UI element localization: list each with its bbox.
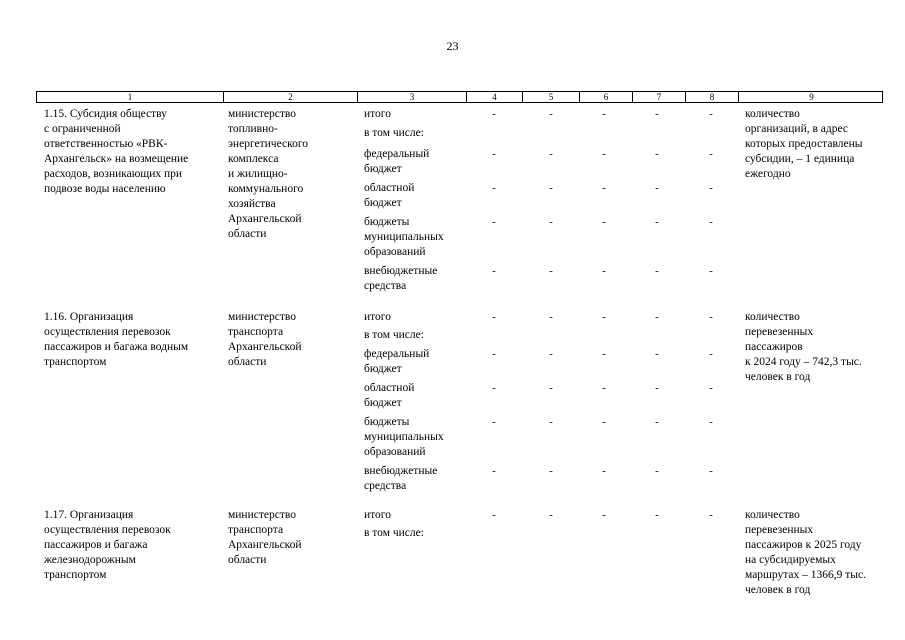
executor-line: Архангельской xyxy=(228,539,302,551)
funding-value: - xyxy=(655,509,659,521)
funding-value: - xyxy=(492,382,496,394)
funding-source-line: в том числе: xyxy=(364,527,424,539)
funding-value: - xyxy=(549,465,553,477)
column-header-6: 6 xyxy=(580,92,633,102)
result-line: к 2024 году – 742,3 тыс. xyxy=(745,356,862,368)
executor-line: Архангельской xyxy=(228,213,302,225)
funding-value: - xyxy=(549,416,553,428)
executor-line: транспорта xyxy=(228,326,284,338)
column-header-3: 3 xyxy=(358,92,467,102)
funding-value: - xyxy=(602,108,606,120)
result-line: пассажиров к 2025 году xyxy=(745,539,862,551)
funding-value: - xyxy=(709,311,713,323)
result-line: количество xyxy=(745,108,800,120)
funding-value: - xyxy=(655,311,659,323)
executor-line: области xyxy=(228,554,267,566)
funding-value: - xyxy=(492,509,496,521)
column-header-8: 8 xyxy=(686,92,739,102)
funding-value: - xyxy=(602,182,606,194)
funding-value: - xyxy=(492,108,496,120)
result-line: которых предоставлены xyxy=(745,138,863,150)
funding-value: - xyxy=(709,465,713,477)
funding-value: - xyxy=(655,148,659,160)
executor-line: хозяйства xyxy=(228,198,276,210)
funding-value: - xyxy=(549,311,553,323)
result-line: на субсидируемых xyxy=(745,554,836,566)
funding-source-line: внебюджетные xyxy=(364,465,438,477)
result-line: человек в год xyxy=(745,584,811,596)
measure-name-line: железнодорожным xyxy=(44,554,136,566)
funding-value: - xyxy=(602,216,606,228)
funding-value: - xyxy=(549,265,553,277)
executor-line: комплекса xyxy=(228,153,279,165)
funding-source-line: бюджеты xyxy=(364,216,410,228)
executor-line: министерство xyxy=(228,108,296,120)
funding-value: - xyxy=(492,416,496,428)
funding-value: - xyxy=(602,311,606,323)
page-number: 23 xyxy=(446,39,459,53)
funding-value: - xyxy=(549,348,553,360)
executor-line: и жилищно- xyxy=(228,168,288,180)
result-line: перевезенных xyxy=(745,326,814,338)
funding-value: - xyxy=(492,216,496,228)
funding-value: - xyxy=(709,382,713,394)
result-line: ежегодно xyxy=(745,168,791,180)
funding-value: - xyxy=(709,108,713,120)
funding-source-line: бюджет xyxy=(364,163,402,175)
executor-line: министерство xyxy=(228,311,296,323)
measure-name-line: транспортом xyxy=(44,356,107,368)
measure-name-line: 1.16. Организация xyxy=(44,311,134,323)
executor-line: Архангельской xyxy=(228,341,302,353)
funding-value: - xyxy=(602,148,606,160)
executor-line: министерство xyxy=(228,509,296,521)
table-header xyxy=(36,91,883,103)
funding-source-line: средства xyxy=(364,480,407,492)
funding-value: - xyxy=(602,509,606,521)
funding-value: - xyxy=(549,382,553,394)
measure-name-line: с ограниченной xyxy=(44,123,121,135)
funding-value: - xyxy=(549,148,553,160)
funding-value: - xyxy=(655,416,659,428)
executor-line: энергетического xyxy=(228,138,309,150)
funding-value: - xyxy=(492,348,496,360)
funding-value: - xyxy=(655,465,659,477)
result-line: количество xyxy=(745,509,800,521)
funding-source-line: областной xyxy=(364,182,415,194)
funding-value: - xyxy=(655,108,659,120)
funding-value: - xyxy=(602,348,606,360)
executor-line: транспорта xyxy=(228,524,284,536)
measure-name-line: 1.15. Субсидия обществу xyxy=(44,108,167,120)
executor-line: топливно- xyxy=(228,123,278,135)
measure-name-line: осуществления перевозок xyxy=(44,326,171,338)
result-line: маршрутах – 1366,9 тыс. xyxy=(745,569,867,581)
executor-line: коммунального xyxy=(228,183,304,195)
funding-value: - xyxy=(655,348,659,360)
funding-value: - xyxy=(709,509,713,521)
funding-source-line: внебюджетные xyxy=(364,265,438,277)
funding-source-line: средства xyxy=(364,280,407,292)
funding-value: - xyxy=(549,108,553,120)
column-header-5: 5 xyxy=(523,92,580,102)
funding-value: - xyxy=(549,509,553,521)
funding-source-line: федеральный xyxy=(364,348,430,360)
result-line: организаций, в адрес xyxy=(745,123,848,135)
funding-value: - xyxy=(549,216,553,228)
funding-value: - xyxy=(492,311,496,323)
column-header-2: 2 xyxy=(224,92,358,102)
funding-value: - xyxy=(709,148,713,160)
result-line: субсидии, – 1 единица xyxy=(745,153,855,165)
result-line: человек в год xyxy=(745,371,811,383)
funding-source-line: муниципальных xyxy=(364,431,444,443)
executor-line: области xyxy=(228,356,267,368)
funding-value: - xyxy=(709,348,713,360)
result-line: количество xyxy=(745,311,800,323)
funding-value: - xyxy=(655,216,659,228)
column-header-4: 4 xyxy=(467,92,523,102)
column-header-1: 1 xyxy=(37,92,224,102)
funding-value: - xyxy=(602,416,606,428)
funding-source-line: муниципальных xyxy=(364,231,444,243)
funding-value: - xyxy=(602,265,606,277)
measure-name-line: Архангельск» на возмещение xyxy=(44,153,189,165)
funding-value: - xyxy=(549,182,553,194)
funding-source-line: образований xyxy=(364,246,426,258)
funding-value: - xyxy=(655,382,659,394)
funding-value: - xyxy=(709,265,713,277)
funding-source-line: бюджеты xyxy=(364,416,410,428)
measure-name-line: 1.17. Организация xyxy=(44,509,134,521)
funding-source-line: итого xyxy=(364,108,391,120)
funding-value: - xyxy=(492,265,496,277)
funding-source-line: федеральный xyxy=(364,148,430,160)
measure-name-line: транспортом xyxy=(44,569,107,581)
funding-source-line: бюджет xyxy=(364,363,402,375)
measure-name-line: пассажиров и багажа водным xyxy=(44,341,189,353)
funding-source-line: в том числе: xyxy=(364,127,424,139)
executor-line: области xyxy=(228,228,267,240)
funding-value: - xyxy=(709,216,713,228)
measure-name-line: осуществления перевозок xyxy=(44,524,171,536)
column-header-9: 9 xyxy=(809,92,814,102)
measure-name-line: пассажиров и багажа xyxy=(44,539,148,551)
funding-value: - xyxy=(655,182,659,194)
result-line: перевезенных xyxy=(745,524,814,536)
funding-source-line: итого xyxy=(364,509,391,521)
measure-name-line: подвозе воды населению xyxy=(44,183,166,195)
funding-value: - xyxy=(492,148,496,160)
funding-source-line: в том числе: xyxy=(364,329,424,341)
funding-source-line: областной xyxy=(364,382,415,394)
funding-value: - xyxy=(709,182,713,194)
column-header-7: 7 xyxy=(633,92,686,102)
funding-value: - xyxy=(709,416,713,428)
funding-value: - xyxy=(492,465,496,477)
funding-value: - xyxy=(602,382,606,394)
funding-value: - xyxy=(655,265,659,277)
funding-source-line: бюджет xyxy=(364,397,402,409)
funding-value: - xyxy=(492,182,496,194)
measure-name-line: расходов, возникающих при xyxy=(44,168,183,180)
measure-name-line: ответственностью «РВК- xyxy=(44,138,168,150)
result-line: пассажиров xyxy=(745,341,803,353)
funding-source-line: итого xyxy=(364,311,391,323)
funding-value: - xyxy=(602,465,606,477)
funding-source-line: образований xyxy=(364,446,426,458)
funding-source-line: бюджет xyxy=(364,197,402,209)
